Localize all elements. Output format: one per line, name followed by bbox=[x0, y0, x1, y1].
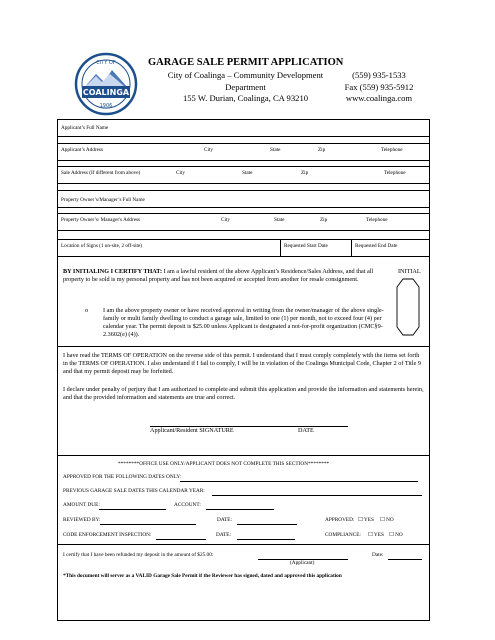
code-inspection-line[interactable] bbox=[156, 539, 206, 540]
telephone-label: Telephone bbox=[366, 217, 388, 223]
zip-label: Zip bbox=[320, 217, 328, 223]
terms-paragraph: I have read the TERMS OF OPERATION on the reverse side of this permit. I understand that I must comply completely with the items set forth in the TERMS OF OPERATION. I also understand if I fail to comply, I will be in violation of the Coalinga Municipal Code, Chapter 2 of Title 9 and that my permit deposit may be forfeited. bbox=[63, 352, 421, 375]
applicant-name-field[interactable] bbox=[57, 119, 430, 137]
previous-dates-line[interactable] bbox=[212, 495, 422, 496]
org-line-1: City of Coalinga – Community Development bbox=[167, 70, 324, 80]
initial-octagon-box[interactable] bbox=[395, 277, 421, 337]
code-inspection-label: CODE ENFORCEMENT INSPECTION: bbox=[63, 532, 152, 538]
previous-dates-label: PREVIOUS GARAGE SALE DATES THIS CALENDAR YEAR: bbox=[63, 488, 205, 494]
review-date-label: DATE: bbox=[217, 517, 233, 523]
no-label: NO bbox=[386, 517, 394, 523]
phone: (559) 935-1533 bbox=[352, 70, 406, 80]
applicant-address-field[interactable] bbox=[57, 143, 430, 161]
approved-no-checkbox[interactable]: ☐ NO bbox=[380, 517, 394, 523]
city-seal-icon bbox=[74, 52, 138, 116]
approved-yes-checkbox[interactable]: ☐ YES bbox=[358, 517, 374, 523]
city-label: City bbox=[204, 147, 213, 153]
state-label: State bbox=[242, 170, 253, 176]
form-title: GARAGE SALE PERMIT APPLICATION bbox=[148, 57, 344, 68]
sale-address-label: Sale Address (If different from above) bbox=[61, 170, 141, 176]
signature-label: Applicant/Resident SIGNATURE bbox=[150, 427, 234, 434]
fax: Fax (559) 935-5912 bbox=[344, 81, 414, 92]
certify-heading: BY INITIALING I CERTIFY THAT: bbox=[63, 268, 163, 275]
state-label: State bbox=[270, 147, 281, 153]
account-line[interactable] bbox=[206, 509, 274, 510]
approved-label: APPROVED: bbox=[325, 517, 355, 523]
state-label: State bbox=[274, 217, 285, 223]
bullet-text: I am the above property owner or have received approval in writing from the owner/manager of the above single-family or multi family dwelling to conduct a garage sale, limited to one (1) per month, not to exceed four (4) per calendar year. The permit deposit is $25.00 unless Applicant is designated a not-for-profit organization (CMC§9-2.3602(e) (4)). bbox=[103, 307, 384, 338]
owner-address-field[interactable] bbox=[57, 213, 430, 231]
review-date-line[interactable] bbox=[237, 524, 297, 525]
zip-label: Zip bbox=[318, 147, 326, 153]
yes-label: YES bbox=[373, 532, 384, 538]
city-label: City bbox=[221, 217, 230, 223]
signs-location-field[interactable] bbox=[57, 239, 279, 257]
seal-year: 1906 bbox=[99, 103, 113, 109]
org-address: 155 W. Durian, Coalinga, CA 93210 bbox=[182, 93, 309, 103]
signs-location-label: Location of Signs (1 on-site, 2 off-site) bbox=[61, 243, 143, 249]
end-date-label: Requested End Date bbox=[355, 243, 398, 249]
refund-date-label: Date: bbox=[372, 552, 384, 558]
amount-due-line[interactable] bbox=[99, 509, 166, 510]
divider bbox=[57, 455, 430, 456]
reviewed-by-line[interactable] bbox=[100, 524, 196, 525]
inspection-date-line[interactable] bbox=[237, 539, 295, 540]
account-label: ACCOUNT: bbox=[174, 502, 201, 508]
compliance-label: COMPLIANCE: bbox=[325, 532, 361, 538]
org-block bbox=[148, 70, 343, 105]
zip-label: Zip bbox=[301, 170, 309, 176]
owner-name-label: Property Owner’s/Manager’s Full Name bbox=[61, 197, 145, 203]
start-date-field[interactable] bbox=[280, 240, 351, 256]
inspection-date-label: DATE: bbox=[216, 532, 232, 538]
refund-label: I certify that I have been refunded my deposit in the amount of $25.00: bbox=[63, 552, 214, 558]
contact-block bbox=[336, 70, 422, 105]
owner-address-label: Property Owner’s/ Manager's Address bbox=[61, 217, 141, 223]
initial-label: INITIAL bbox=[398, 268, 421, 275]
certify-text: I am a lawful resident of the above Applicant’s Residence/Sales Address, and that all property to be sold is my personal property and has not been acquired or accepted from another for resale consignment. bbox=[63, 268, 374, 283]
no-label: NO bbox=[395, 532, 403, 538]
applicant-caption: (Applicant) bbox=[290, 560, 315, 566]
reviewed-by-label: REVIEWED BY: bbox=[63, 517, 101, 523]
yes-label: YES bbox=[363, 517, 374, 523]
seal-name: COALINGA bbox=[82, 88, 130, 97]
divider bbox=[57, 346, 430, 347]
city-label: City bbox=[176, 170, 185, 176]
refund-date-line[interactable] bbox=[388, 559, 422, 560]
telephone-label: Telephone bbox=[384, 170, 406, 176]
divider bbox=[57, 544, 430, 545]
approved-for-line[interactable] bbox=[180, 481, 418, 482]
applicant-address-label: Applicant’s Address bbox=[61, 147, 103, 153]
telephone-label: Telephone bbox=[381, 147, 403, 153]
seal-ring-text: CITY OF bbox=[96, 60, 116, 66]
signature-date-label: DATE bbox=[298, 427, 314, 434]
footer-note: *This document will server as a VALID Garage Sale Permit if the Reviewer has signed, dated and approved this application bbox=[63, 573, 342, 579]
approved-for-label: APPROVED FOR THE FOLLOWING DATES ONLY: bbox=[63, 474, 182, 480]
certify-paragraph bbox=[63, 268, 389, 284]
end-date-field[interactable] bbox=[351, 240, 431, 256]
sale-address-field[interactable] bbox=[57, 166, 430, 184]
applicant-name-label: Applicant’s Full Name bbox=[61, 125, 109, 131]
website: www.coalinga.com bbox=[345, 93, 413, 103]
compliance-no-checkbox[interactable]: ☐ NO bbox=[389, 532, 403, 538]
amount-due-label: AMOUNT DUE: bbox=[63, 502, 100, 508]
start-date-label: Requested Start Date bbox=[284, 243, 328, 249]
office-heading: ********OFFICE USE ONLY/APPLICANT DOES NOT COMPLETE THIS SECTION******** bbox=[118, 461, 330, 467]
perjury-paragraph: I declare under penalty of perjury that I am authorized to complete and submit this application and provide the information and statements herein, and that the provided information and statements are true and correct. bbox=[63, 386, 424, 401]
org-line-2: Department bbox=[225, 81, 266, 92]
bullet-marker: o bbox=[85, 307, 89, 314]
owner-name-field[interactable] bbox=[57, 190, 430, 208]
compliance-yes-checkbox[interactable]: ☐ YES bbox=[368, 532, 384, 538]
